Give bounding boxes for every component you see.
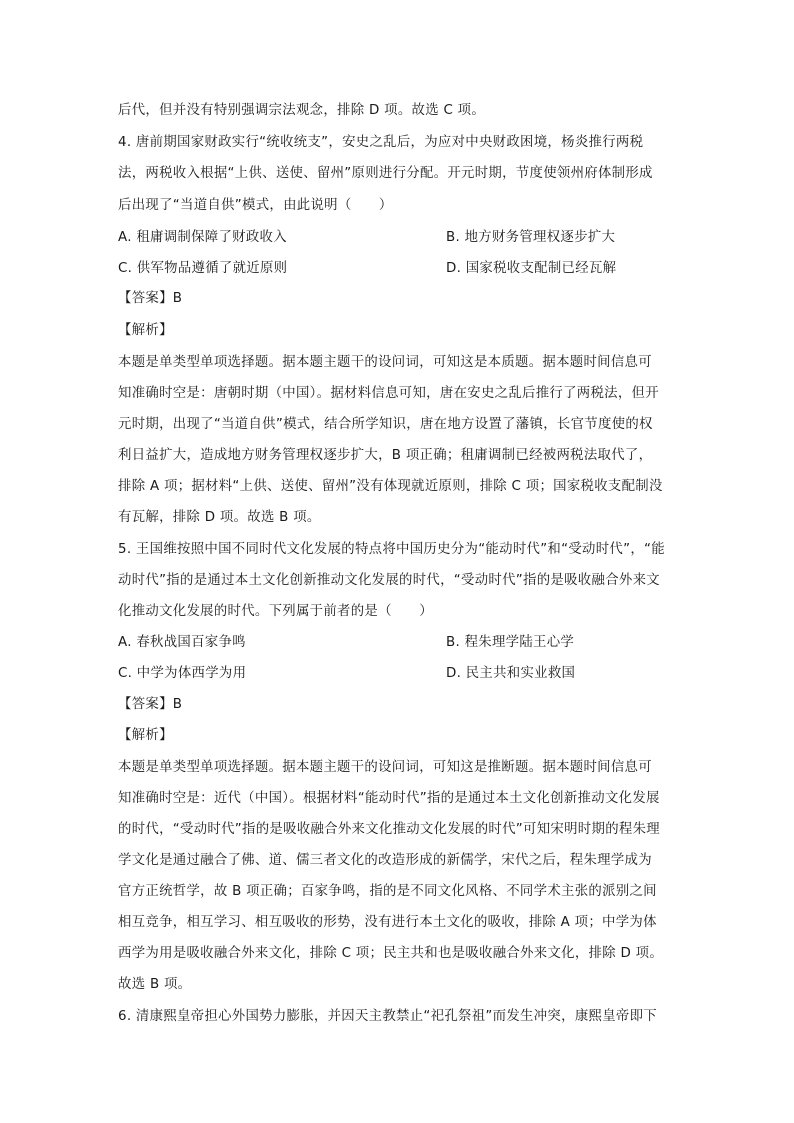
answer-label: 【答案】B bbox=[118, 291, 183, 306]
question-4-option-b: B. 地方财务管理权逐步扩大 bbox=[446, 230, 616, 245]
question-4-option-c: C. 供军物品遵循了就近原则 bbox=[118, 261, 288, 276]
analysis-line: 西学为用是吸收融合外来文化，排除 C 项；民主共和也是吸收融合外来文化，排除 D 项。 bbox=[118, 946, 664, 961]
analysis-line: 相互竞争，相互学习、相互吸收的形势，没有进行本土文化的吸收，排除 A 项；中学为体 bbox=[118, 915, 657, 930]
question-4-stem-line-1: 4. 唐前期国家财政实行“统收统支”，安史之乱后，为应对中央财政困境，杨炎推行两税 bbox=[118, 135, 644, 150]
analysis-line: 有瓦解，排除 D 项。故选 B 项。 bbox=[118, 510, 321, 525]
question-5-option-a: A. 春秋战国百家争鸣 bbox=[118, 635, 246, 650]
analysis-line: 的时代，“受动时代”指的是吸收融合外来文化推动文化发展的时代”可知宋明时期的程朱理 bbox=[118, 822, 660, 837]
answer-label: 【答案】B bbox=[118, 697, 183, 712]
question-6-stem-line-1: 6. 清康熙皇帝担心外国势力膨胀，并因天主教禁止“祀孔祭祖”而发生冲突，康熙皇帝即下 bbox=[118, 1009, 657, 1024]
analysis-line: 利日益扩大，造成地方财务管理权逐步扩大，B 项正确；租庸调制已经被两税法取代了， bbox=[118, 448, 653, 463]
analysis-line: 学文化是通过融合了佛、道、儒三者文化的改造形成的新儒学，宋代之后，程朱理学成为 bbox=[118, 853, 652, 868]
question-5-option-d: D. 民主共和实业救国 bbox=[446, 666, 576, 681]
question-4-option-d: D. 国家税收支配制已经瓦解 bbox=[446, 261, 617, 276]
analysis-line: 本题是单类型单项选择题。据本题主题干的设问词，可知这是本质题。据本题时间信息可 bbox=[118, 355, 652, 370]
question-4-option-a: A. 租庸调制保障了财政收入 bbox=[118, 230, 287, 245]
question-5-option-b: B. 程朱理学陆王心学 bbox=[446, 635, 575, 650]
question-4-stem-line-2: 法，两税收入根据“上供、送使、留州”原则进行分配。开元时期，节度使领州府体制形成 bbox=[118, 166, 653, 181]
analysis-line: 故选 B 项。 bbox=[118, 977, 192, 992]
analysis-label: 【解析】 bbox=[118, 728, 173, 743]
question-5-stem-line-3: 化推动文化发展的时代。下列属于前者的是（ ） bbox=[118, 604, 433, 619]
analysis-line: 知准确时空是：近代（中国）。根据材料“能动时代”指的是通过本土文化创新推动文化发展 bbox=[118, 791, 660, 806]
question-5-stem-line-2: 动时代”指的是通过本土文化创新推动文化发展的时代，“受动时代”指的是吸收融合外来文 bbox=[118, 573, 660, 588]
analysis-line: 知准确时空是：唐朝时期（中国）。据材料信息可知，唐在安史之乱后推行了两税法，但开 bbox=[118, 386, 659, 401]
analysis-line: 元时期，出现了“当道自供”模式，结合所学知识，唐在地方设置了藩镇，长官节度使的权 bbox=[118, 417, 653, 432]
question-5-option-c: C. 中学为体西学为用 bbox=[118, 666, 247, 681]
analysis-line: 排除 A 项；据材料“上供、送使、留州”没有体现就近原则，排除 C 项；国家税收支配制没 bbox=[118, 479, 663, 494]
analysis-label: 【解析】 bbox=[118, 323, 173, 338]
question-5-stem-line-1: 5. 王国维按照中国不同时代文化发展的特点将中国历史分为“能动时代”和“受动时代”，“能 bbox=[118, 542, 665, 557]
analysis-line: 本题是单类型单项选择题。据本题主题干的设问词，可知这是推断题。据本题时间信息可 bbox=[118, 760, 652, 775]
analysis-line: 官方正统哲学，故 B 项正确；百家争鸣，指的是不同文化风格、不同学术主张的派别之间 bbox=[118, 884, 657, 899]
text-line: 后代，但并没有特别强调宗法观念，排除 D 项。故选 C 项。 bbox=[118, 103, 486, 118]
question-4-stem-line-3: 后出现了“当道自供”模式，由此说明（ ） bbox=[118, 198, 393, 213]
